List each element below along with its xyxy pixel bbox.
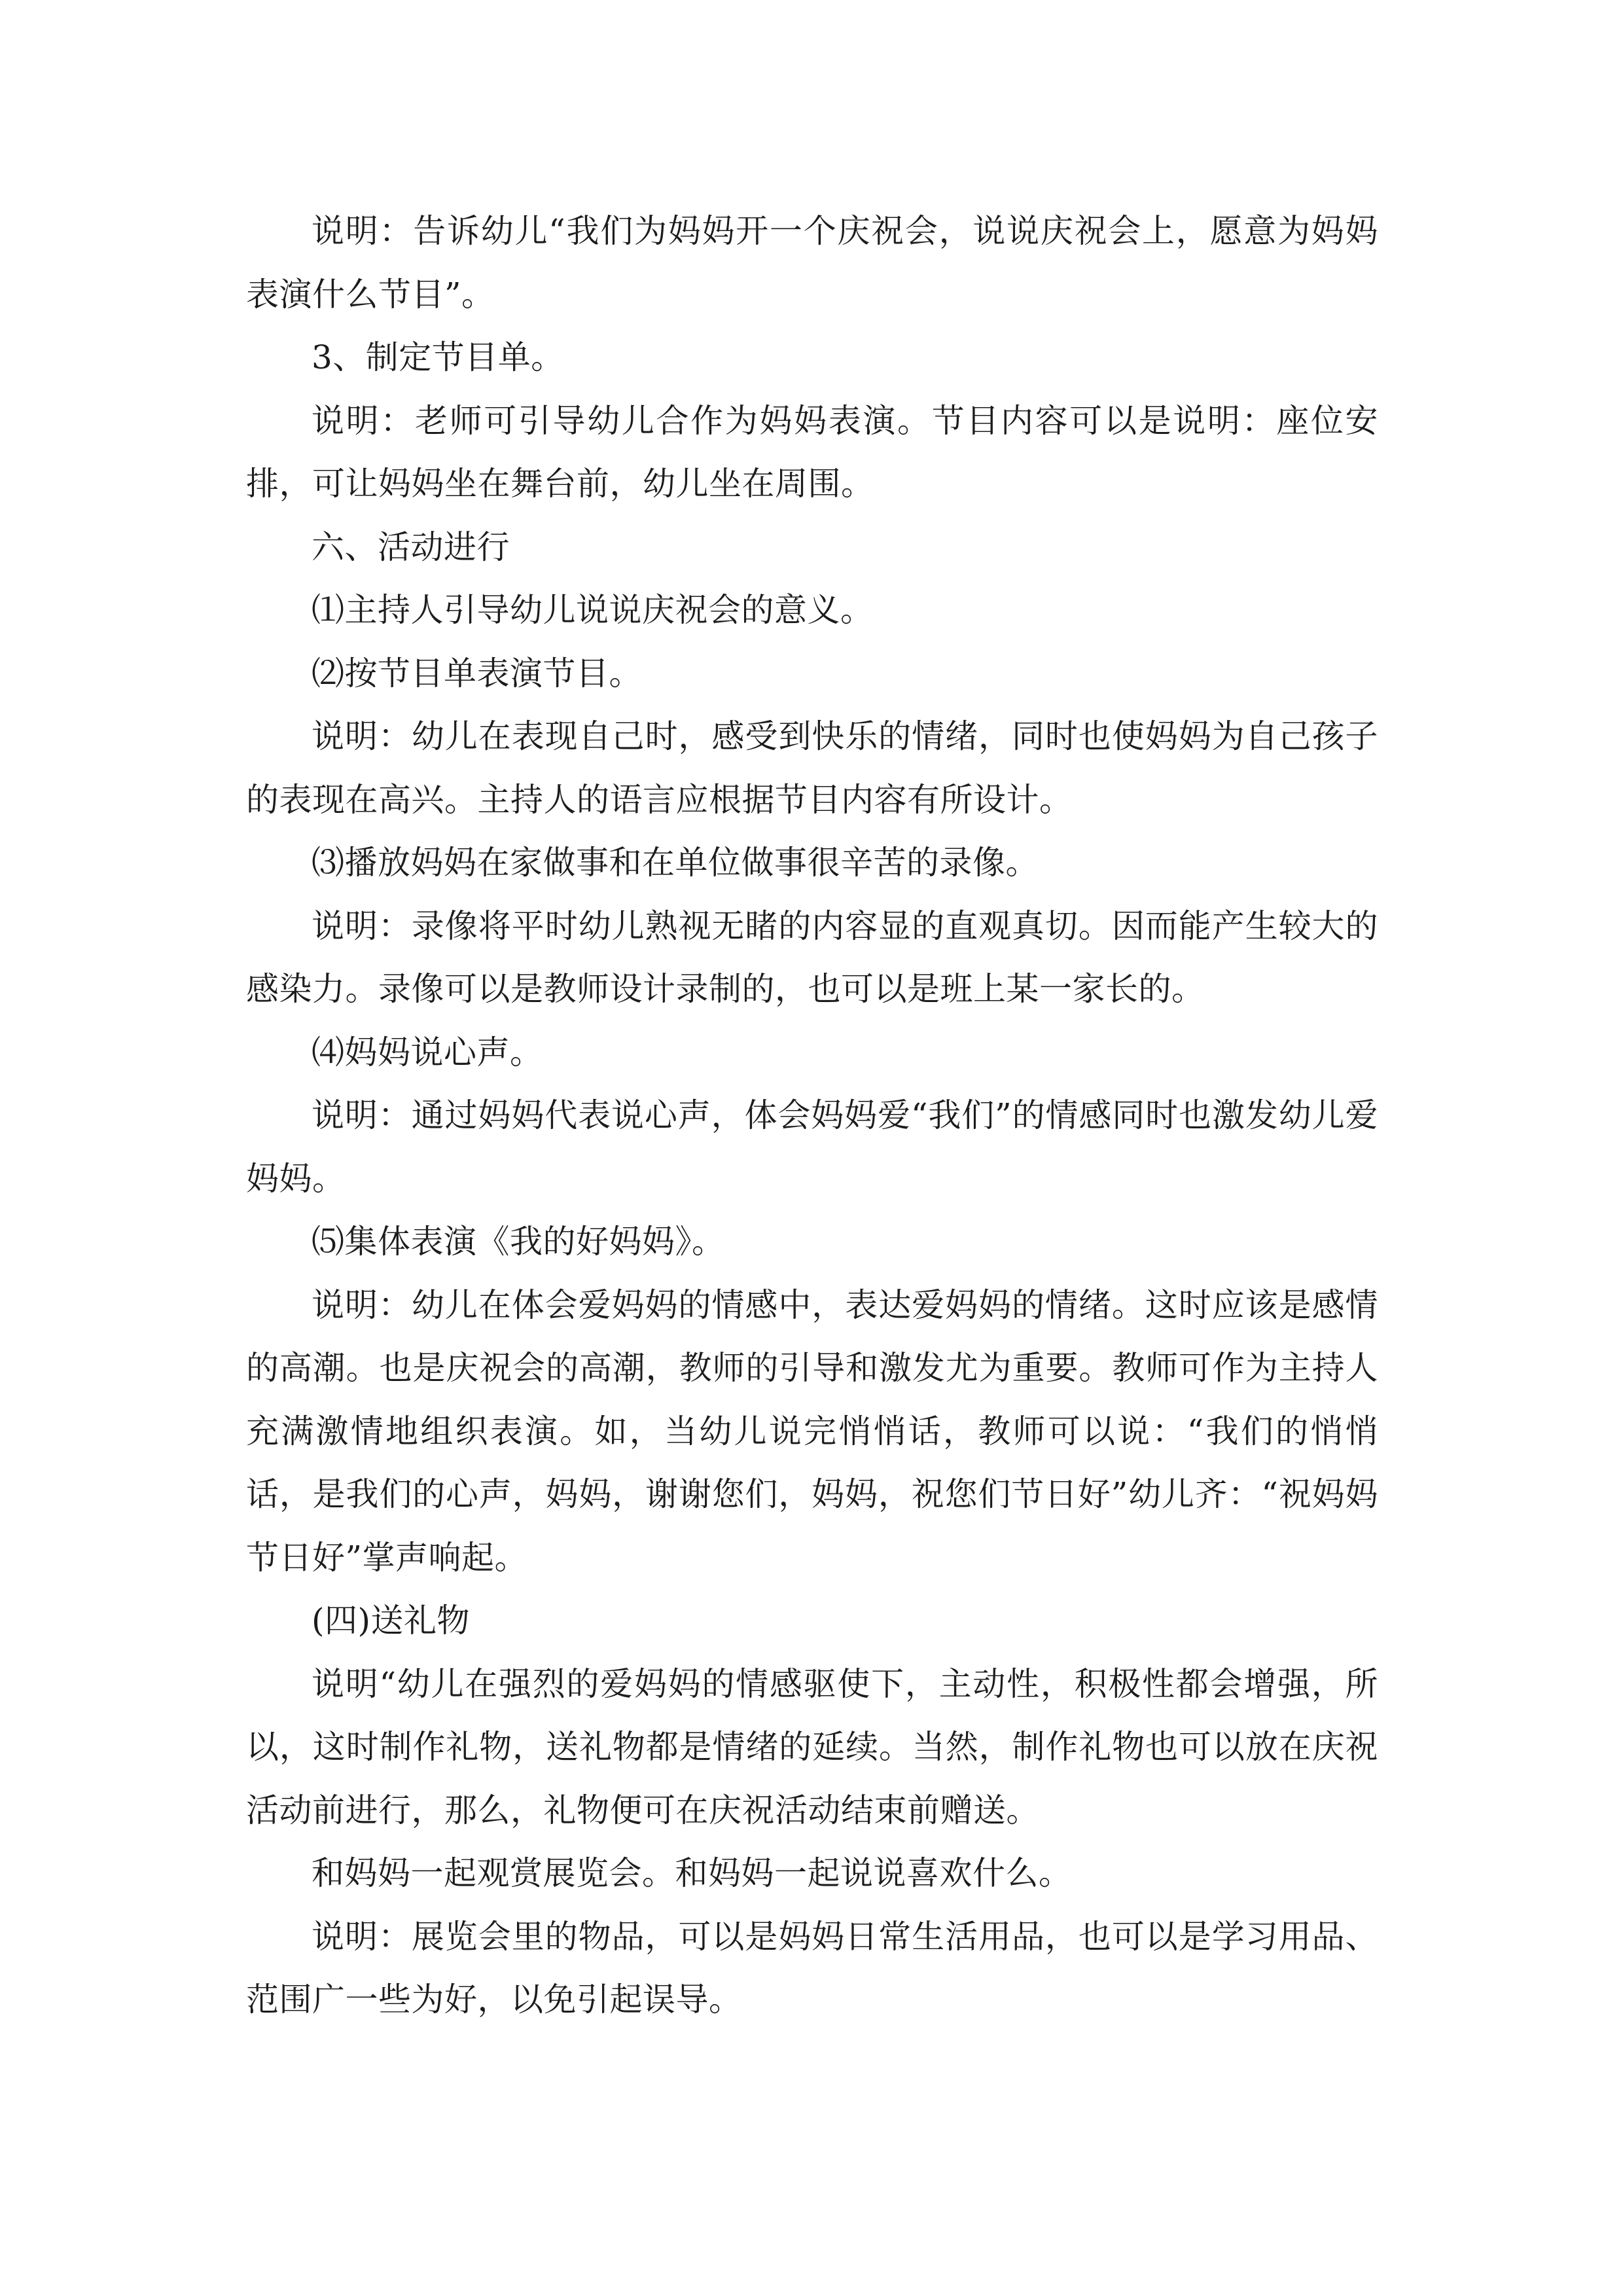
paragraph-explanation-climax: 说明：幼儿在体会爱妈妈的情感中，表达爱妈妈的情绪。这时应该是感情的高潮。也是庆祝会的高潮，教师的引导和激发尤为重要。教师可作为主持人充满激情地组织表演。如，当幼儿说完悄悄话，教师可以说：“我们的悄悄话，是我们的心声，妈妈，谢谢您们，妈妈，祝您们节日好”幼儿齐：“祝妈妈节日好”掌声响起。 xyxy=(246,1285,1378,1577)
paragraph-explanation-mothers-voice: 说明：通过妈妈代表说心声，体会妈妈爱“我们”的情感同时也激发幼儿爱妈妈。 xyxy=(246,1096,1378,1198)
paragraph-exhibition: 和妈妈一起观赏展览会。和妈妈一起说说喜欢什么。 xyxy=(312,1854,1072,1892)
paragraph-explanation-seating: 说明：老师可引导幼儿合作为妈妈表演。节目内容可以是说明：座位安排，可让妈妈坐在舞台前，幼儿坐在周围。 xyxy=(246,401,1378,503)
paragraph-step-program-list: 3、制定节目单。 xyxy=(312,338,564,376)
document-body xyxy=(246,200,1378,2032)
paragraph-item-5: ⑸集体表演《我的好妈妈》。 xyxy=(312,1223,725,1261)
paragraph-explanation-exhibition: 说明：展览会里的物品，可以是妈妈日常生活用品，也可以是学习用品、范围广一些为好，以免引起误导。 xyxy=(246,1917,1378,2018)
paragraph-item-4: ⑷妈妈说心声。 xyxy=(312,1033,543,1071)
paragraph-item-2: ⑵按节目单表演节目。 xyxy=(312,654,642,692)
paragraph-item-3: ⑶播放妈妈在家做事和在单位做事很辛苦的录像。 xyxy=(312,844,1039,882)
paragraph-explanation-performance: 说明：幼儿在表现自己时，感受到快乐的情绪，同时也使妈妈为自己孩子的表现在高兴。主持人的语言应根据节目内容有所设计。 xyxy=(246,717,1378,819)
paragraph-explanation-gifts: 说明“幼儿在强烈的爱妈妈的情感驱使下，主动性，积极性都会增强，所以，这时制作礼物，送礼物都是情绪的延续。当然，制作礼物也可以放在庆祝活动前进行，那么，礼物便可在庆祝活动结束前赠送。 xyxy=(246,1664,1378,1829)
paragraph-explanation-video: 说明：录像将平时幼儿熟视无睹的内容显的直观真切。因而能产生较大的感染力。录像可以是教师设计录制的，也可以是班上某一家长的。 xyxy=(246,906,1378,1008)
paragraph-explanation-celebration: 说明：告诉幼儿“我们为妈妈开一个庆祝会，说说庆祝会上，愿意为妈妈表演什么节目”。 xyxy=(246,212,1378,314)
section-heading-activity: 六、活动进行 xyxy=(312,528,510,566)
paragraph-item-1: ⑴主持人引导幼儿说说庆祝会的意义。 xyxy=(312,591,874,629)
section-heading-gifts: (四)送礼物 xyxy=(312,1602,471,1640)
